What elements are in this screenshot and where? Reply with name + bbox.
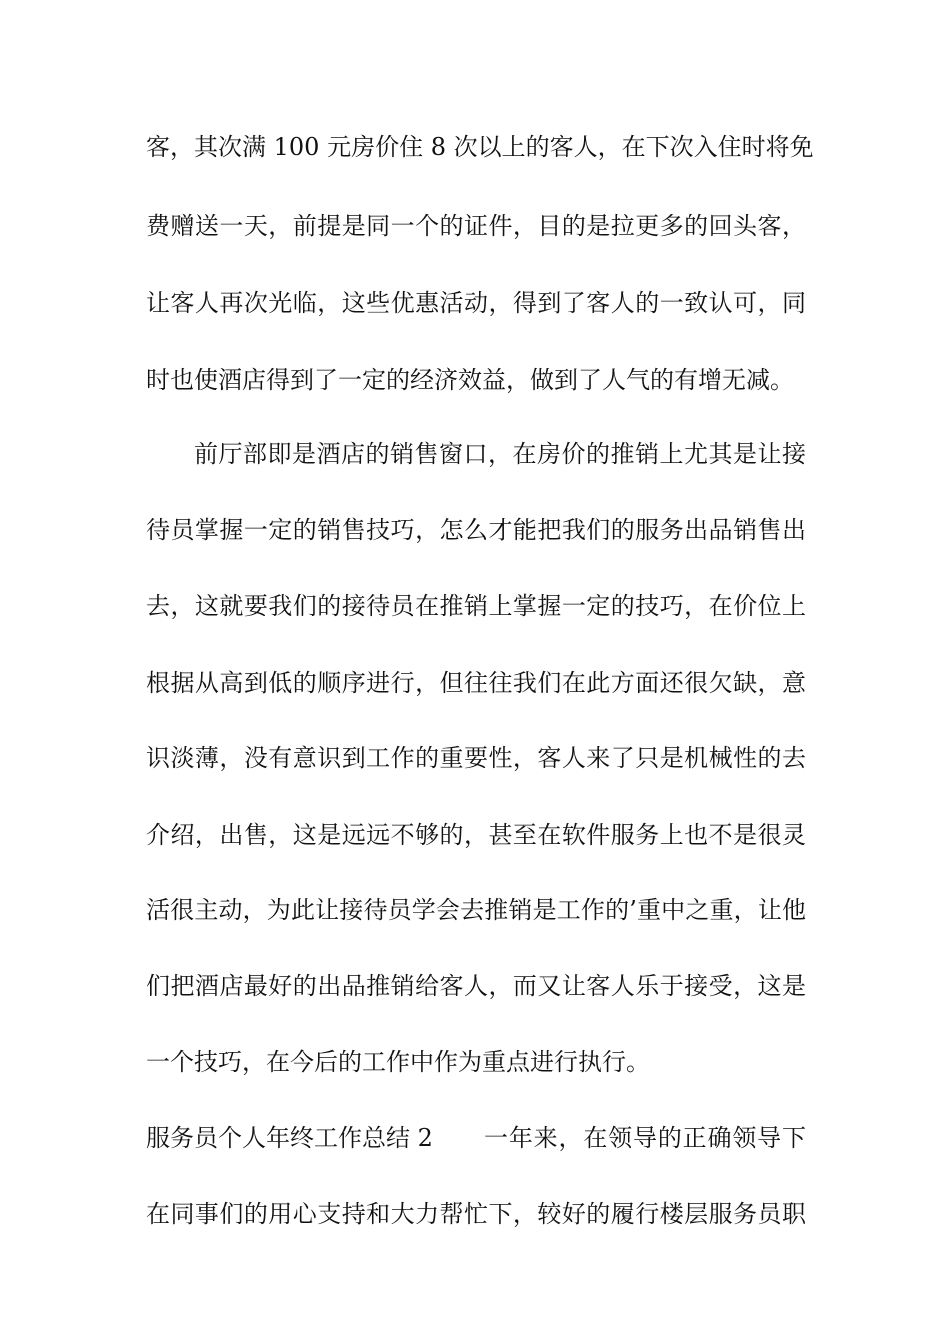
paragraph-1-line-3: 让客人再次光临，这些优惠活动，得到了客人的一致认可，同 — [146, 289, 806, 317]
paragraph-2-line-9: 一个技巧，在今后的工作中作为重点进行执行。 — [146, 1048, 650, 1076]
paragraph-2-line-8: 们把酒店最好的出品推销给客人，而又让客人乐于接受，这是 — [146, 972, 806, 1000]
paragraph-1-line-4: 时也使酒店得到了一定的经济效益，做到了人气的有增无减。 — [146, 366, 794, 394]
paragraph-2-line-4: 根据从高到低的顺序进行，但往往我们在此方面还很欠缺，意 — [146, 669, 806, 697]
paragraph-2-line-5: 识淡薄，没有意识到工作的重要性，客人来了只是机械性的去 — [146, 744, 806, 772]
paragraph-2-line-2: 待员掌握一定的销售技巧，怎么才能把我们的服务出品销售出 — [146, 516, 806, 544]
paragraph-2-line-6: 介绍，出售，这是远远不够的，甚至在软件服务上也不是很灵 — [146, 821, 806, 849]
paragraph-2-line-3: 去，这就要我们的接待员在推销上掌握一定的技巧，在价位上 — [146, 592, 806, 620]
section-title: 服务员个人年终工作总结 2 — [146, 1124, 433, 1152]
section-2-line-2: 在同事们的用心支持和大力帮忙下，较好的履行楼层服务员职 — [146, 1200, 806, 1228]
paragraph-1-line-2: 费赠送一天，前提是同一个的证件，目的是拉更多的回头客， — [146, 212, 806, 240]
paragraph-1-line-1: 客，其次满 100 元房价住 8 次以上的客人，在下次入住时将免 — [146, 133, 814, 161]
paragraph-2-line-7: 活很主动，为此让接待员学会去推销是工作的’重中之重，让他 — [146, 896, 806, 924]
section-2-line-1: 一年来，在领导的正确领导下 — [484, 1124, 806, 1152]
paragraph-2-line-1: 前厅部即是酒店的销售窗口，在房价的推销上尤其是让接 — [194, 440, 806, 468]
